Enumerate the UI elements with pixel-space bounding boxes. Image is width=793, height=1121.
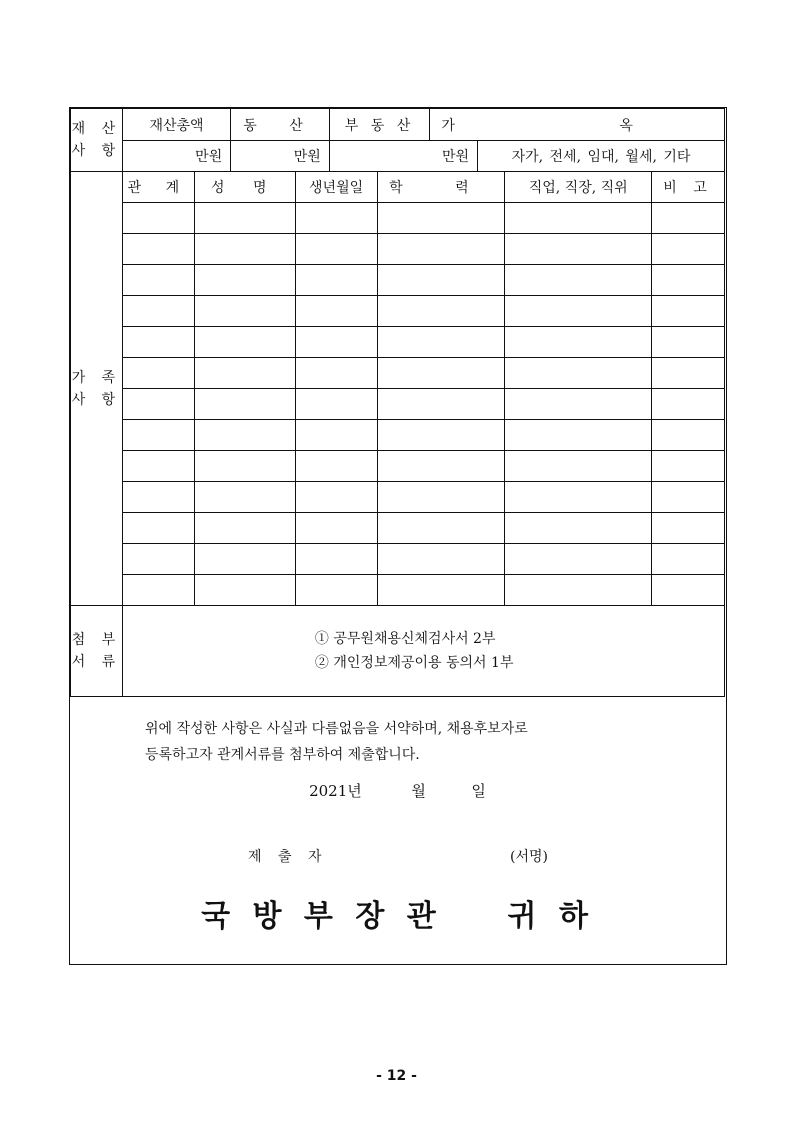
declaration-line-2: 등록하고자 관계서류를 첨부하여 제출합니다. — [145, 747, 420, 763]
name-cell[interactable] — [194, 203, 295, 234]
occupation-cell[interactable] — [505, 358, 652, 389]
name-cell[interactable] — [194, 296, 295, 327]
education-cell[interactable] — [377, 575, 505, 606]
birthdate-cell[interactable] — [295, 575, 377, 606]
birthdate-cell[interactable] — [295, 296, 377, 327]
relation-cell[interactable] — [122, 451, 194, 482]
attachment-item: ① 공무원채용신체검사서 2부 — [314, 631, 496, 647]
education-cell[interactable] — [377, 234, 505, 265]
remarks-cell[interactable] — [652, 358, 725, 389]
attachment-item: ② 개인정보제공이용 동의서 1부 — [314, 655, 514, 671]
name-cell[interactable] — [194, 389, 295, 420]
remarks-cell[interactable] — [652, 451, 725, 482]
occupation-column-header: 직업, 직장, 직위 — [505, 172, 652, 203]
occupation-cell[interactable] — [505, 389, 652, 420]
family-row — [71, 327, 725, 358]
occupation-cell[interactable] — [505, 451, 652, 482]
date-month[interactable]: 월 — [411, 782, 426, 800]
attachments-table — [70, 605, 725, 697]
total-assets-field[interactable]: 만원 — [122, 141, 230, 172]
remarks-cell[interactable] — [652, 296, 725, 327]
education-cell[interactable] — [377, 389, 505, 420]
property-label-line1: 재 산 — [71, 121, 122, 137]
occupation-cell[interactable] — [505, 327, 652, 358]
birthdate-cell[interactable] — [295, 420, 377, 451]
education-cell[interactable] — [377, 265, 505, 296]
relation-column-header: 관 계 — [122, 172, 194, 203]
family-row — [71, 544, 725, 575]
declaration-section — [70, 696, 725, 964]
family-row — [71, 234, 725, 265]
relation-cell[interactable] — [122, 482, 194, 513]
recipient-title — [70, 891, 725, 935]
submitter-label: 제 출 자 — [248, 849, 328, 865]
name-cell[interactable] — [194, 234, 295, 265]
real-estate-field[interactable]: 만원 — [329, 141, 477, 172]
occupation-cell[interactable] — [505, 265, 652, 296]
education-cell[interactable] — [377, 482, 505, 513]
birthdate-cell[interactable] — [295, 513, 377, 544]
education-cell[interactable] — [377, 451, 505, 482]
property-label-line2: 사 항 — [71, 143, 122, 159]
education-cell[interactable] — [377, 358, 505, 389]
attachments-list — [122, 606, 724, 697]
real-estate-header: 부 동 산 — [329, 109, 429, 141]
family-row — [71, 203, 725, 234]
family-row — [71, 575, 725, 606]
total-assets-header: 재산총액 — [122, 109, 230, 141]
name-cell[interactable] — [194, 482, 295, 513]
birthdate-cell[interactable] — [295, 234, 377, 265]
family-row — [71, 482, 725, 513]
occupation-cell[interactable] — [505, 544, 652, 575]
family-row — [71, 389, 725, 420]
page-number: - 12 - — [376, 1068, 417, 1084]
occupation-cell[interactable] — [505, 203, 652, 234]
date-day[interactable]: 일 — [471, 782, 486, 800]
education-cell[interactable] — [377, 513, 505, 544]
education-column-header: 학 력 — [377, 172, 505, 203]
education-cell[interactable] — [377, 296, 505, 327]
remarks-cell[interactable] — [652, 482, 725, 513]
birthdate-cell[interactable] — [295, 389, 377, 420]
remarks-cell[interactable] — [652, 389, 725, 420]
signature-field[interactable]: (서명) — [510, 849, 548, 865]
birthdate-cell[interactable] — [295, 358, 377, 389]
remarks-column-header: 비 고 — [652, 172, 725, 203]
family-row — [71, 358, 725, 389]
family-row — [71, 513, 725, 544]
education-cell[interactable] — [377, 203, 505, 234]
family-table — [70, 171, 725, 606]
birthdate-cell[interactable] — [295, 482, 377, 513]
family-label-line2: 사 항 — [71, 391, 122, 408]
relation-cell[interactable] — [122, 203, 194, 234]
birthdate-cell[interactable] — [295, 451, 377, 482]
family-section-label — [71, 172, 123, 606]
remarks-cell[interactable] — [652, 420, 725, 451]
remarks-cell[interactable] — [652, 327, 725, 358]
occupation-cell[interactable] — [505, 420, 652, 451]
relation-cell[interactable] — [122, 513, 194, 544]
declaration-line-1: 위에 작성한 사항은 사실과 다름없음을 서약하며, 채용후보자로 — [145, 721, 528, 737]
housing-type-options[interactable]: 자가, 전세, 임대, 월세, 기타 — [478, 141, 725, 172]
attachments-label-line1: 첨 부 — [71, 632, 122, 648]
application-form — [69, 107, 727, 965]
attachments-label-line2: 서 류 — [71, 654, 122, 670]
name-column-header: 성 명 — [194, 172, 295, 203]
birthdate-cell[interactable] — [295, 265, 377, 296]
family-row — [71, 265, 725, 296]
date-year[interactable]: 2021년 — [309, 782, 362, 800]
name-cell[interactable] — [194, 358, 295, 389]
submission-date — [70, 780, 725, 801]
name-cell[interactable] — [194, 575, 295, 606]
property-table — [70, 108, 725, 172]
recipient-text: 국 방 부 장 관 귀 하 — [201, 899, 594, 934]
occupation-cell[interactable] — [505, 482, 652, 513]
family-row — [71, 451, 725, 482]
movable-property-field[interactable]: 만원 — [231, 141, 330, 172]
family-row — [71, 420, 725, 451]
relation-cell[interactable] — [122, 327, 194, 358]
name-cell[interactable] — [194, 327, 295, 358]
name-cell[interactable] — [194, 544, 295, 575]
birthdate-column-header: 생년월일 — [295, 172, 377, 203]
occupation-cell[interactable] — [505, 575, 652, 606]
birthdate-cell[interactable] — [295, 327, 377, 358]
remarks-cell[interactable] — [652, 234, 725, 265]
occupation-cell[interactable] — [505, 513, 652, 544]
relation-cell[interactable] — [122, 575, 194, 606]
education-cell[interactable] — [377, 420, 505, 451]
name-cell[interactable] — [194, 513, 295, 544]
relation-cell[interactable] — [122, 296, 194, 327]
remarks-cell[interactable] — [652, 513, 725, 544]
education-cell[interactable] — [377, 327, 505, 358]
relation-cell[interactable] — [122, 358, 194, 389]
relation-cell[interactable] — [122, 544, 194, 575]
name-cell[interactable] — [194, 451, 295, 482]
name-cell[interactable] — [194, 420, 295, 451]
remarks-cell[interactable] — [652, 544, 725, 575]
relation-cell[interactable] — [122, 389, 194, 420]
remarks-cell[interactable] — [652, 203, 725, 234]
occupation-cell[interactable] — [505, 296, 652, 327]
attachments-section-label — [71, 606, 123, 697]
relation-cell[interactable] — [122, 420, 194, 451]
house-header: 가 옥 — [430, 109, 725, 141]
occupation-cell[interactable] — [505, 234, 652, 265]
education-cell[interactable] — [377, 544, 505, 575]
relation-cell[interactable] — [122, 234, 194, 265]
remarks-cell[interactable] — [652, 575, 725, 606]
property-section-label — [71, 109, 123, 172]
name-cell[interactable] — [194, 265, 295, 296]
birthdate-cell[interactable] — [295, 544, 377, 575]
relation-cell[interactable] — [122, 265, 194, 296]
family-row — [71, 296, 725, 327]
family-label-line1: 가 족 — [71, 369, 122, 386]
declaration-text — [145, 716, 528, 768]
birthdate-cell[interactable] — [295, 203, 377, 234]
remarks-cell[interactable] — [652, 265, 725, 296]
movable-property-header: 동 산 — [231, 109, 330, 141]
